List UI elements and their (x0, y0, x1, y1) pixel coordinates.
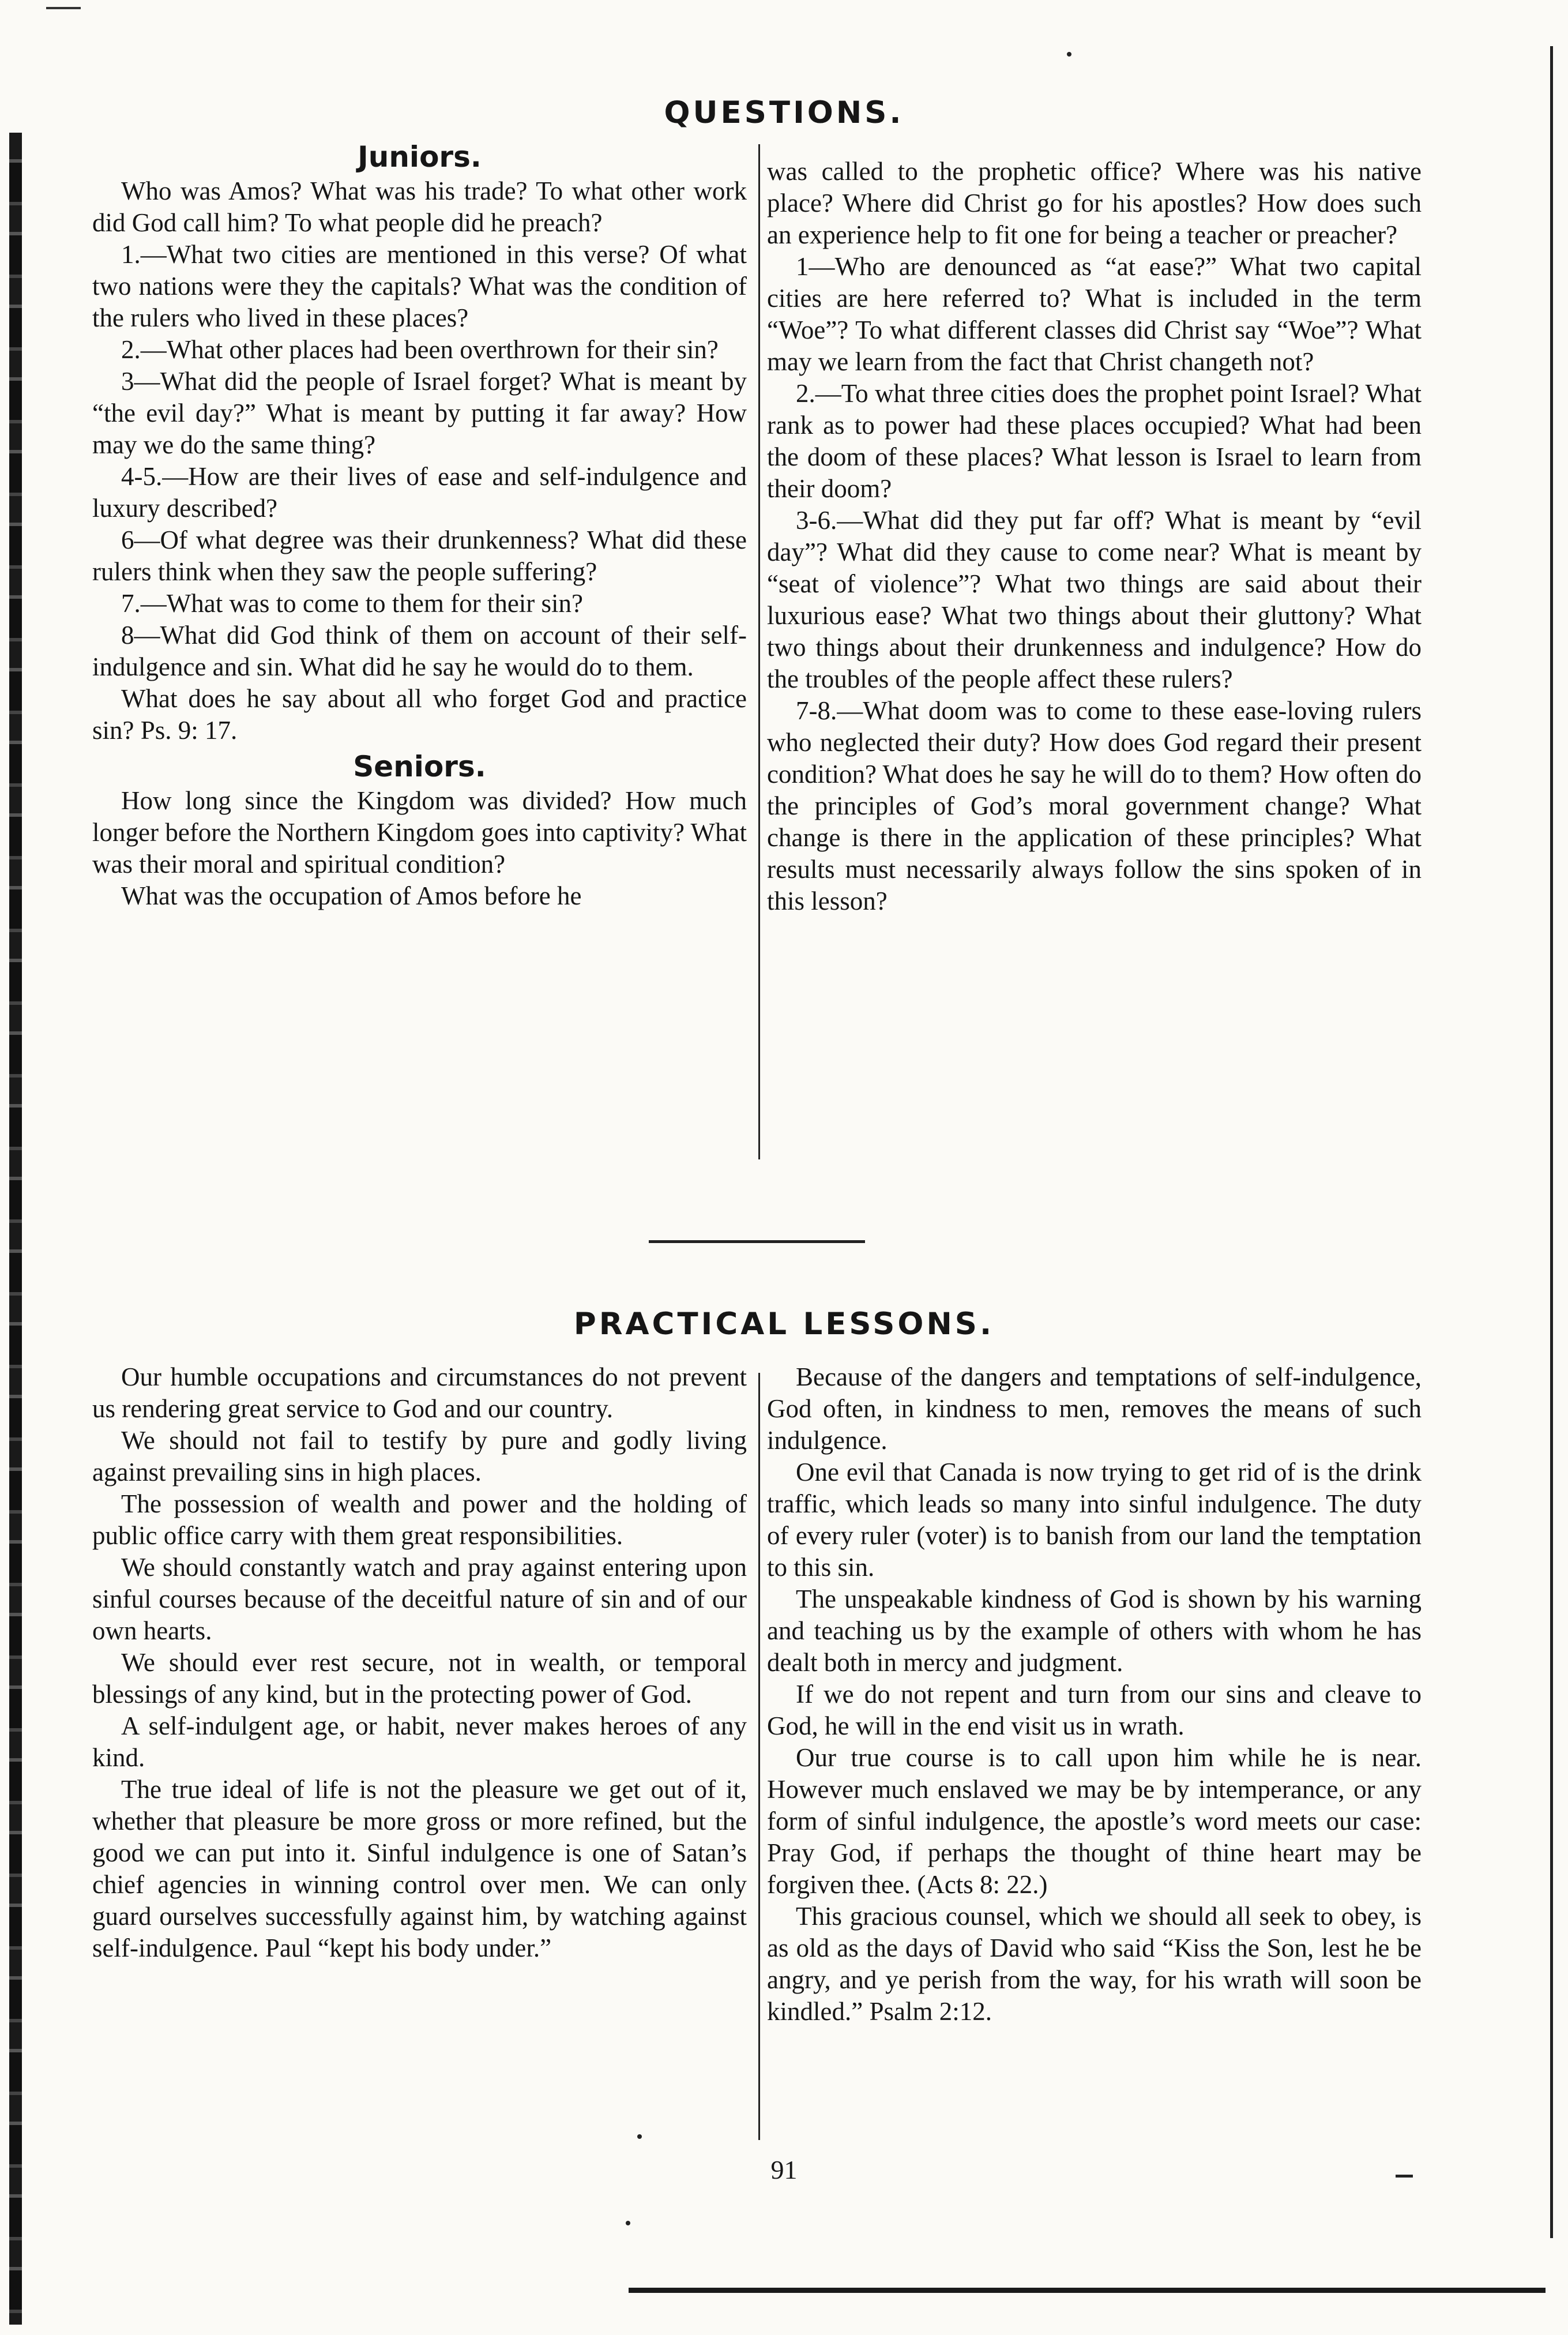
scan-speck (1396, 2175, 1413, 2178)
juniors-question: 6—Of what degree was their drunkenness? What did these rulers think when they saw the people suffering? (92, 525, 747, 586)
lesson-paragraph: We should not fail to testify by pure and godly living against prevailing sins in high places. (92, 1426, 747, 1486)
seniors-question: 1—Who are denounced as “at ease?” What two capital cities are here referred to? What is included in the term “Woe”? To what different classes did Christ say “Woe”? What may we learn from the fact that Christ changeth not? (767, 252, 1422, 376)
juniors-question: What does he say about all who forget God and practice sin? Ps. 9: 17. (92, 684, 747, 745)
lesson-paragraph: Our humble occupations and circumstances do not prevent us rendering great service to God and our country. (92, 1362, 747, 1423)
lesson-paragraph: The unspeakable kindness of God is shown by his warning and teaching us by the example of others with whom he has dealt both in mercy and judgment. (767, 1585, 1422, 1677)
bottom-rule (629, 2288, 1546, 2293)
juniors-question: 2.—What other places had been overthrown for their sin? (121, 335, 719, 364)
seniors-question: 3-6.—What did they put far off? What is meant by “evil day”? What did they cause to come near? What is meant by “seat of violence”? What two things are said about their luxurious ease? What two things about their gluttony? What two things about their drunkenness and indulgence? How do the troubles of the people affect these rulers? (767, 506, 1422, 693)
lesson-paragraph: If we do not repent and turn from our sins and cleave to God, he will in the end visit us in wrath. (767, 1680, 1422, 1740)
juniors-question: 1.—What two cities are mentioned in this verse? Of what two nations were they the capitals? What was the condition of the rulers who lived in these places? (92, 240, 747, 332)
lesson-paragraph: The possession of wealth and power and the holding of public office carry with them great responsibilities. (92, 1489, 747, 1550)
juniors-question: 7.—What was to come to them for their sin? (121, 589, 584, 618)
lesson-paragraph: One evil that Canada is now trying to get rid of is the drink traffic, which leads so many into sinful indulgence. The duty of every ruler (voter) is to banish from our land the temptation to this sin. (767, 1458, 1422, 1582)
lesson-paragraph: We should ever rest secure, not in wealth, or temporal blessings of any kind, but in the protecting power of God. (92, 1648, 747, 1709)
seniors-heading: Seniors. (353, 750, 486, 783)
seniors-question: How long since the Kingdom was divided? How much longer before the Northern Kingdom goes into captivity? What was their moral and spiritual condition? (92, 786, 747, 879)
juniors-question: 3—What did the people of Israel forget? What is meant by “the evil day?” What is meant by putting it far away? How may we do the same thing? (92, 367, 747, 459)
seniors-question: 2.—To what three cities does the prophet point Israel? What rank as to power had these places occupied? What had been the doom of these places? What lesson is Israel to learn from their doom? (767, 379, 1422, 503)
juniors-heading: Juniors. (358, 140, 482, 174)
questions-heading: QUESTIONS. (664, 95, 904, 130)
lesson-paragraph: Our true course is to call upon him while he is near. However much enslaved we may be by intemperance, or any form of sinful indulgence, the apostle’s word meets our case: Pray God, if perhaps the thought of thine heart may be forgiven thee. (Acts 8: 22.) (767, 1743, 1422, 1899)
practical-right-column (767, 1361, 1422, 2028)
scan-speck (637, 2134, 642, 2139)
scan-speck (1067, 52, 1071, 57)
seniors-question: was called to the prophetic office? Where was his native place? Where did Christ go for his apostles? How does such an experience help to fit one for being a teacher or preacher? (767, 157, 1422, 249)
lesson-paragraph: We should constantly watch and pray against entering upon sinful courses because of the deceitful nature of sin and of our own hearts. (92, 1553, 747, 1645)
juniors-question: 8—What did God think of them on account of their self-indulgence and sin. What did he say he would do to them. (92, 621, 747, 681)
juniors-question: Who was Amos? What was his trade? To what other work did God call him? To what people did he preach? (92, 177, 747, 237)
practical-left-column (92, 1361, 747, 1964)
questions-left-column (92, 141, 747, 912)
section-separator (649, 1240, 865, 1243)
column-divider (758, 144, 760, 1159)
lesson-paragraph: A self-indulgent age, or habit, never makes heroes of any kind. (92, 1711, 747, 1772)
seniors-question: 7-8.—What doom was to come to these ease-loving rulers who neglected their duty? How does God regard their present condition? What does he say he will do to them? How often do the principles of God’s moral government change? What change is there in the application of these principles? What results must necessarily always follow the sins spoken of in this lesson? (767, 696, 1422, 915)
lesson-paragraph: The true ideal of life is not the pleasure we get out of it, whether that pleasure be more gross or more refined, but the good we can put into it. Sinful indulgence is one of Satan’s chief agencies in winning control over men. We can only guard ourselves successfully against him, by watching against self-indulgence. Paul “kept his body under.” (92, 1775, 747, 1962)
lesson-paragraph: This gracious counsel, which we should all seek to obey, is as old as the days of David who said “Kiss the Son, lest he be angry, and ye perish from the way, for his wrath will soon be kindled.” Psalm 2:12. (767, 1902, 1422, 2026)
page-number: 91 (770, 2155, 798, 2184)
right-margin-rule (1550, 46, 1553, 2238)
scan-mark (46, 7, 81, 9)
questions-right-column (767, 156, 1422, 917)
juniors-question: 4-5.—How are their lives of ease and self-indulgence and luxury described? (92, 462, 747, 523)
lesson-paragraph: Because of the dangers and temptations of self-indulgence, God often, in kindness to men, removes the means of such indulgence. (767, 1362, 1422, 1455)
practical-lessons-heading: PRACTICAL LESSONS. (573, 1307, 995, 1342)
scan-speck (626, 2221, 630, 2225)
binding-edge (9, 133, 22, 2325)
seniors-question: What was the occupation of Amos before he (121, 881, 582, 910)
column-divider (758, 1373, 760, 2140)
